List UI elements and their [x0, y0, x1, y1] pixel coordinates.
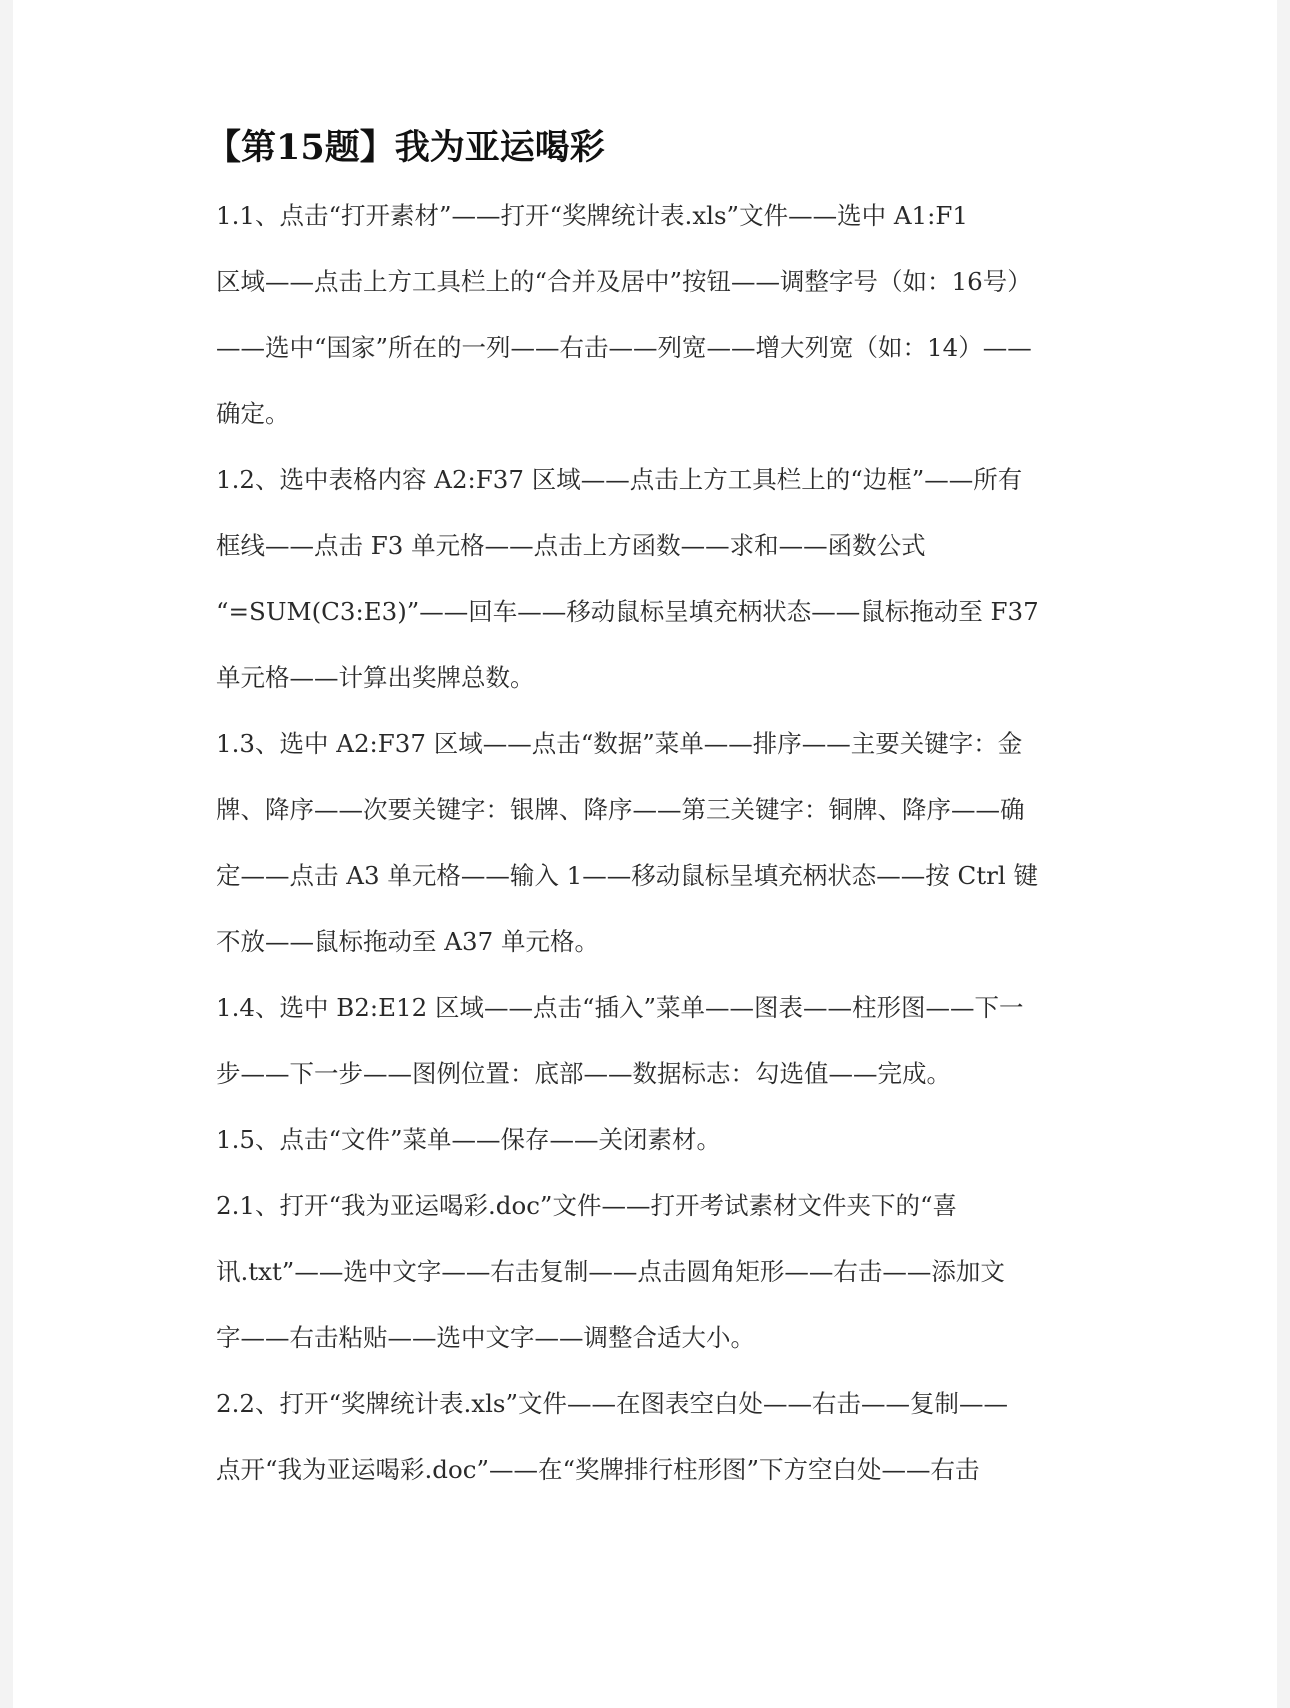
text-line: 点开“我为亚运喝彩.doc”——在“奖牌排行柱形图”下方空白处——右击: [216, 1455, 980, 1484]
text-line: 1.5、点击“文件”菜单——保存——关闭素材。: [216, 1125, 722, 1154]
text-line: 确定。: [216, 399, 290, 428]
document-page: [13, 0, 1277, 1708]
text-line: 1.1、点击“打开素材”——打开“奖牌统计表.xls”文件——选中 A1:F1: [216, 201, 968, 230]
text-line: 字——右击粘贴——选中文字——调整合适大小。: [216, 1323, 755, 1352]
text-line: 定——点击 A3 单元格——输入 1——移动鼠标呈填充柄状态——按 Ctrl 键: [216, 861, 1038, 890]
text-line: 讯.txt”——选中文字——右击复制——点击圆角矩形——右击——添加文: [216, 1257, 1005, 1286]
text-line: 单元格——计算出奖牌总数。: [216, 663, 535, 692]
text-line: 1.3、选中 A2:F37 区域——点击“数据”菜单——排序——主要关键字：金: [216, 729, 1023, 758]
text-line: 1.2、选中表格内容 A2:F37 区域——点击上方工具栏上的“边框”——所有: [216, 465, 1023, 494]
text-line: 区域——点击上方工具栏上的“合并及居中”按钮——调整字号（如：16号）: [216, 267, 1032, 296]
text-line: 1.4、选中 B2:E12 区域——点击“插入”菜单——图表——柱形图——下一: [216, 993, 1024, 1022]
text-line: ——选中“国家”所在的一列——右击——列宽——增大列宽（如：14）——: [216, 333, 1032, 362]
page-title: 【第15题】我为亚运喝彩: [206, 127, 605, 168]
text-line: 框线——点击 F3 单元格——点击上方函数——求和——函数公式: [216, 531, 926, 560]
text-line: 步——下一步——图例位置：底部——数据标志：勾选值——完成。: [216, 1059, 951, 1088]
text-line: 不放——鼠标拖动至 A37 单元格。: [216, 927, 599, 956]
text-line: “=SUM(C3:E3)”——回车——移动鼠标呈填充柄状态——鼠标拖动至 F37: [216, 597, 1039, 626]
text-line: 2.1、打开“我为亚运喝彩.doc”文件——打开考试素材文件夹下的“喜: [216, 1191, 957, 1220]
text-line: 牌、降序——次要关键字：银牌、降序——第三关键字：铜牌、降序——确: [216, 795, 1025, 824]
text-line: 2.2、打开“奖牌统计表.xls”文件——在图表空白处——右击——复制——: [216, 1389, 1009, 1418]
